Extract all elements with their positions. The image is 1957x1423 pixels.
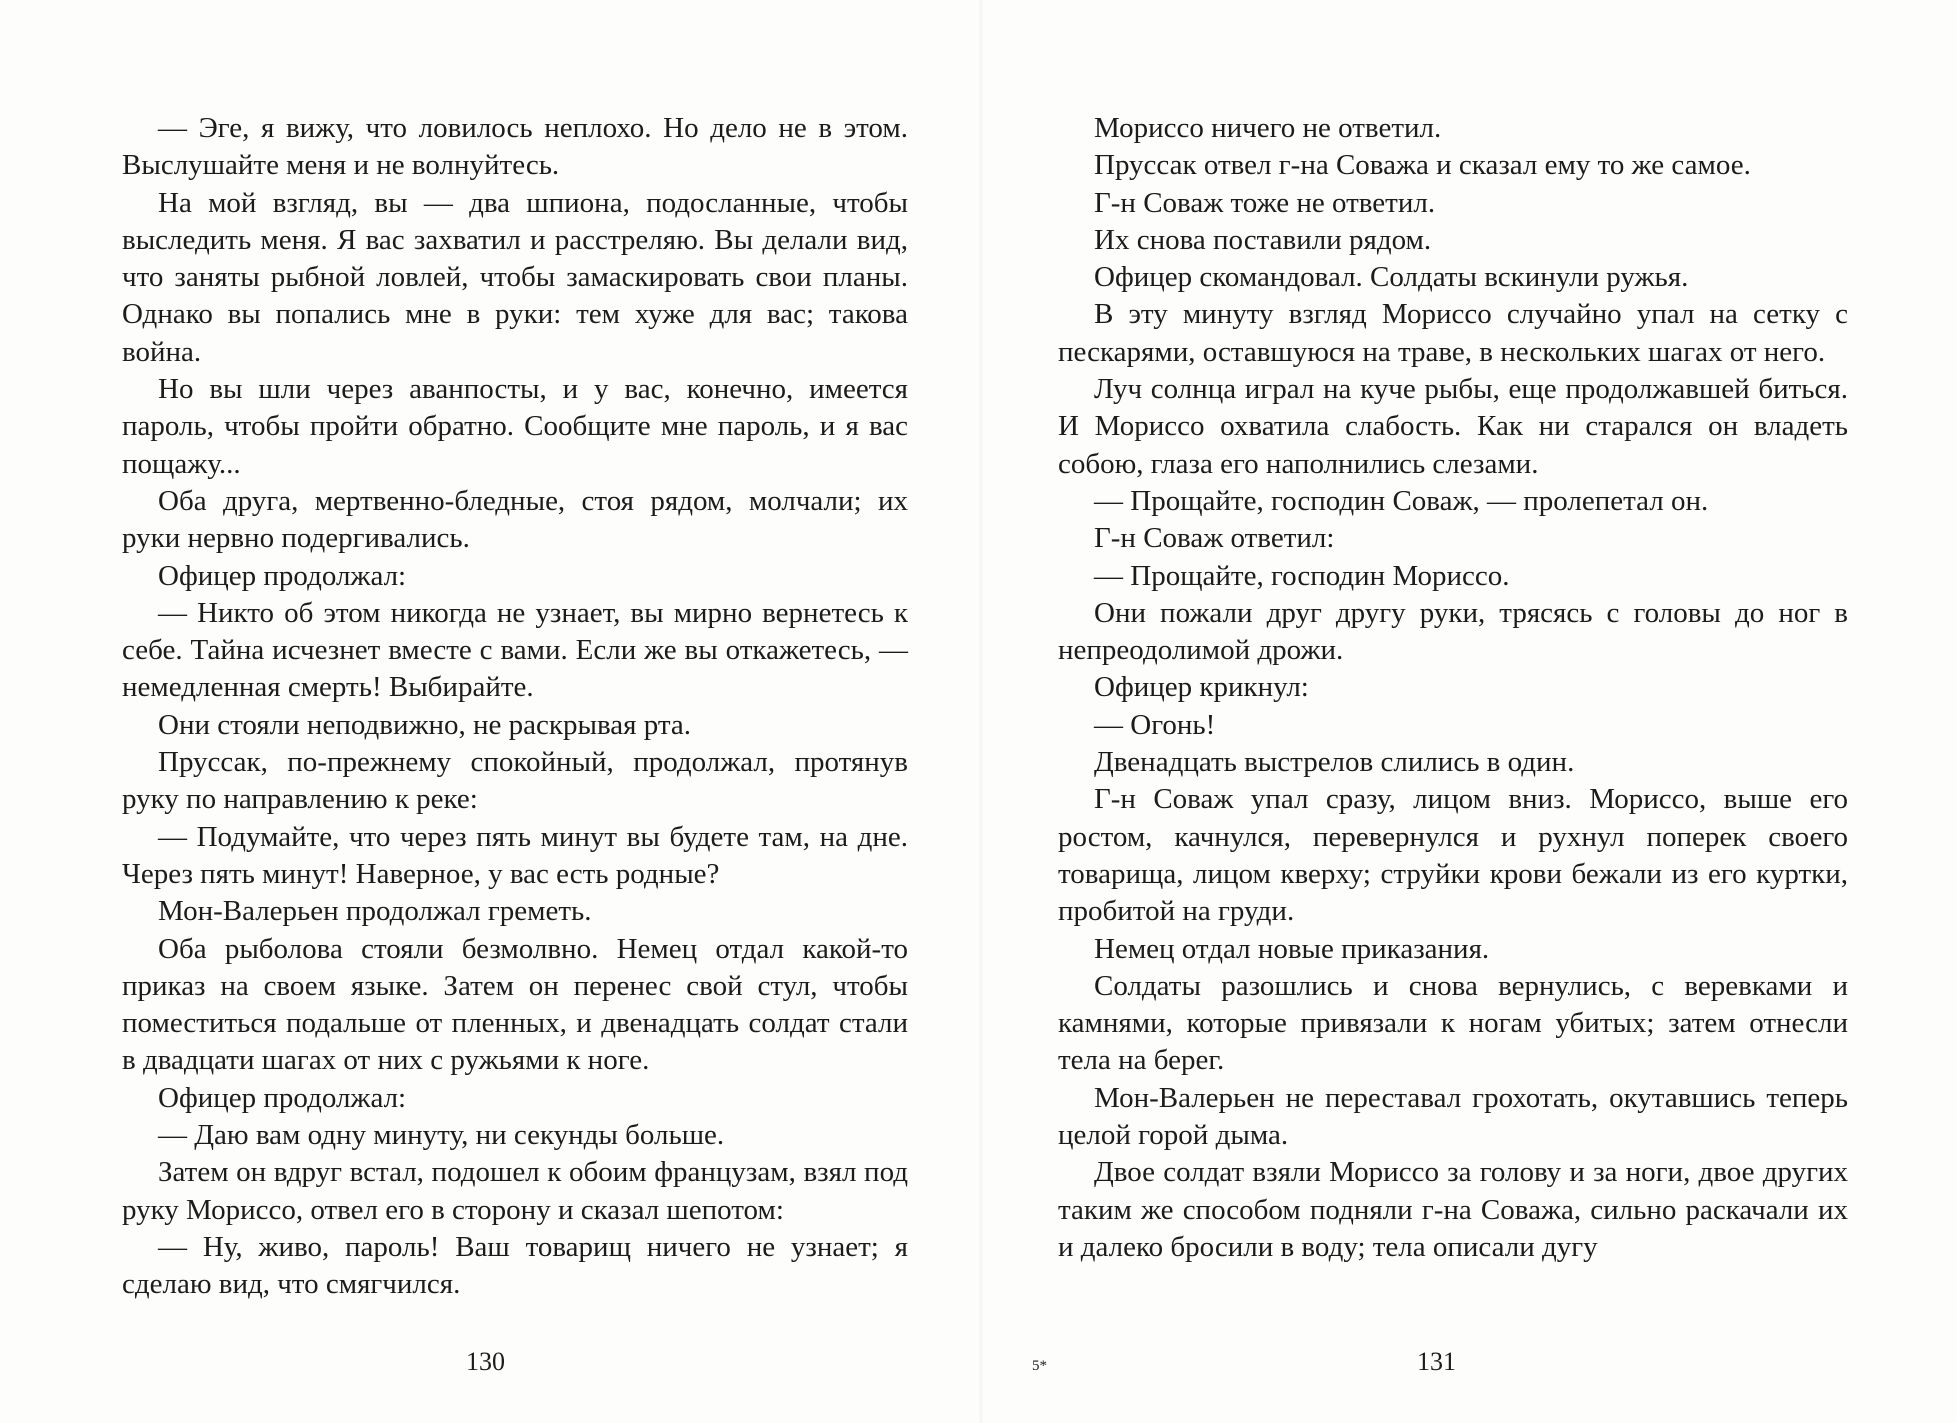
signature-mark: 5* — [1032, 1358, 1047, 1374]
paragraph: Пруссак, по-прежнему спокойный, продолжал, протянув руку по направлению к реке: — [122, 746, 908, 816]
paragraph: Мон-Валерьен не переставал грохотать, окутавшись теперь целой горой дыма. — [1058, 1081, 1848, 1152]
gutter-shadow — [978, 0, 984, 1423]
paragraph: Офицер продолжал: — [158, 559, 407, 592]
paragraph: — Даю вам одну минуту, ни секунды больше. — [158, 1119, 725, 1152]
left-page-number: 130 — [466, 1347, 505, 1376]
paragraph: Двенадцать выстрелов слились в один. — [1094, 746, 1575, 779]
paragraph: Их снова поставили рядом. — [1094, 223, 1432, 256]
paragraph: Мон-Валерьен продолжал греметь. — [158, 895, 592, 928]
paragraph: Мориссо ничего не ответил. — [1094, 112, 1442, 144]
paragraph: Луч солнца играл на куче рыбы, еще продолжавшей биться. И Мориссо охватила слабость. Как ни старался он владеть собою, глаза его наполнились слезами. — [1058, 373, 1848, 480]
paragraph: — Эге, я вижу, что ловилось неплохо. Но дело не в этом. Выслушайте меня и не волнуйтесь. — [122, 112, 908, 182]
right-page-text — [1058, 110, 1848, 1266]
left-page-text — [122, 110, 908, 1304]
paragraph: — Ну, живо, пароль! Ваш товарищ ничего не узнает; я сделаю вид, что смягчился. — [122, 1230, 908, 1301]
right-page-number: 131 — [1417, 1347, 1456, 1376]
paragraph: Г-н Соваж упал сразу, лицом вниз. Мориссо, выше его ростом, качнулся, перевернулся и рухнул поперек своего товарища, лицом кверху; струйки крови бежали из его куртки, пробитой на груди. — [1058, 783, 1848, 928]
paragraph: Оба друга, мертвенно-бледные, стоя рядом, молчали; их руки нервно подергивались. — [122, 484, 908, 555]
paragraph: Двое солдат взяли Мориссо за голову и за ноги, двое других таким же способом подняли г-на Соважа, сильно раскачали их и далеко бросили в воду; тела описали дугу — [1058, 1156, 1848, 1263]
paragraph: Солдаты разошлись и снова вернулись, с веревками и камнями, которые привязали к ногам убитых; затем отнесли тела на берег. — [1058, 969, 1848, 1077]
paragraph: Г-н Соваж тоже не ответил. — [1094, 186, 1436, 219]
paragraph: Офицер продолжал: — [158, 1081, 407, 1114]
paragraph: Оба рыболова стояли безмолвно. Немец отдал какой-то приказ на своем языке. Затем он перенес свой стул, чтобы поместиться подальше от пленных, и двенадцать солдат стали в двадцати шагах от них с ружьями к ноге. — [122, 932, 908, 1077]
paragraph: — Прощайте, господин Соваж, — пролепетал он. — [1094, 484, 1709, 517]
paragraph: — Прощайте, господин Мориссо. — [1094, 559, 1510, 592]
paragraph: Офицер крикнул: — [1094, 671, 1309, 704]
paragraph: Пруссак отвел г-на Соважа и сказал ему то же самое. — [1094, 149, 1751, 182]
paragraph: — Огонь! — [1094, 708, 1216, 741]
paragraph: — Никто об этом никогда не узнает, вы мирно вернетесь к себе. Тайна исчезнет вместе с вами. Если же вы откажетесь, — немедленная смерть! Выбирайте. — [122, 596, 908, 704]
paragraph: Они пожали друг другу руки, трясясь с головы до ног в непреодолимой дрожи. — [1058, 596, 1848, 667]
paragraph: Затем он вдруг встал, подошел к обоим французам, взял под руку Мориссо, отвел его в сторону и сказал шепотом: — [122, 1156, 908, 1226]
paragraph: На мой взгляд, вы — два шпиона, подосланные, чтобы выследить меня. Я вас захватил и расстреляю. Вы делали вид, что заняты рыбной ловлей, чтобы замаскировать свои планы. Однако вы попались мне в руки: тем хуже для вас; такова война. — [122, 186, 908, 368]
paragraph: Г-н Соваж ответил: — [1094, 522, 1335, 555]
paragraph: Но вы шли через аванпосты, и у вас, конечно, имеется пароль, чтобы пройти обратно. Сообщите мне пароль, и я вас пощажу... — [122, 373, 908, 480]
paragraph: Они стояли неподвижно, не раскрывая рта. — [158, 708, 692, 741]
paragraph: Немец отдал новые приказания. — [1094, 932, 1490, 965]
paragraph: Офицер скомандовал. Солдаты вскинули ружья. — [1094, 261, 1689, 294]
paragraph: — Подумайте, что через пять минут вы будете там, на дне. Через пять минут! Наверное, у вас есть родные? — [122, 820, 908, 890]
paragraph: В эту минуту взгляд Мориссо случайно упал на сетку с пескарями, оставшуюся на траве, в нескольких шагах от него. — [1058, 298, 1848, 368]
